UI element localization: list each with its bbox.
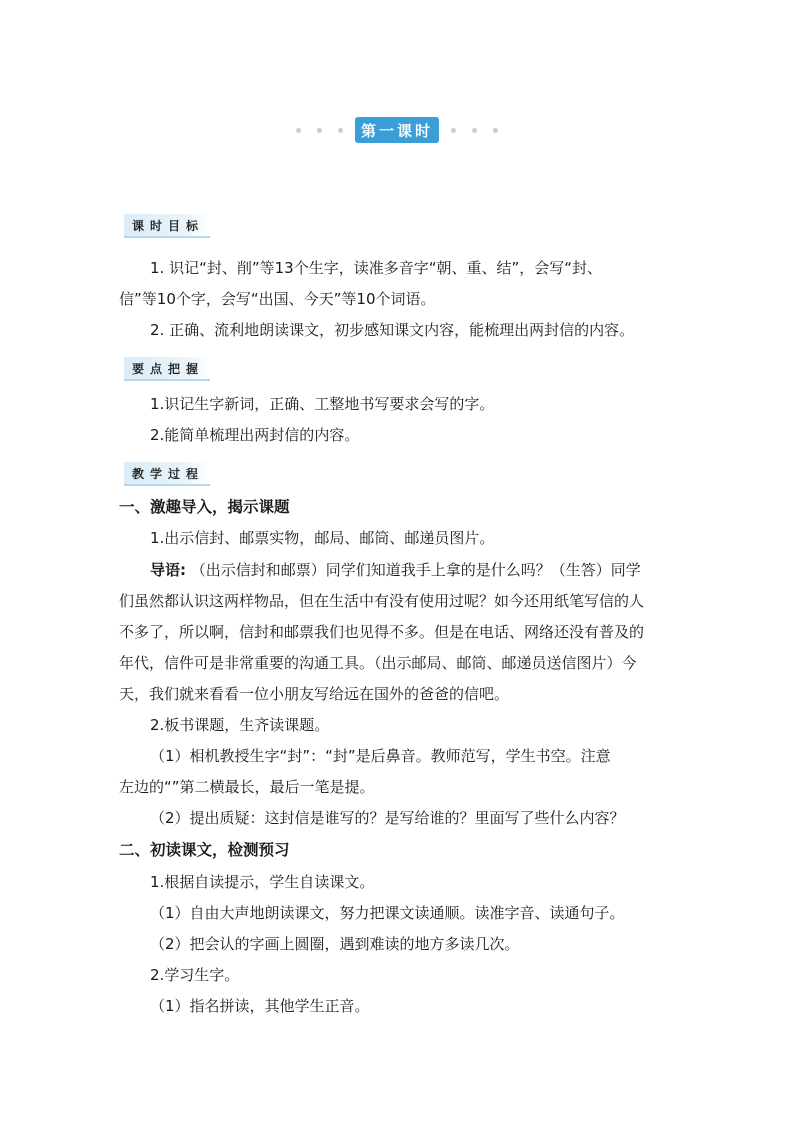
left-dots-decoration [296,128,343,133]
section-tag-process [124,462,210,486]
paragraph-line: 2.板书课题，生齐读课题。 [150,716,330,734]
paragraph-line: 1.根据自读提示，学生自读课文。 [150,873,375,891]
paragraph-line: （2）把会认的字画上圆圈，遇到难读的地方多读几次。 [150,935,520,953]
intro-line: 天，我们就来看看一位小朋友写给远在国外的爸爸的信吧。 [119,685,510,703]
section-tag-key-points-label: 要点把握 [132,362,205,376]
goal-line: 2. 正确、流利地朗读课文，初步感知课文内容，能梳理出两封信的内容。 [150,321,635,339]
paragraph-line: 2.学习生字。 [150,966,240,984]
section-tag-goals-label: 课时目标 [132,219,205,233]
paragraph-line: （1）自由大声地朗读课文，努力把课文读通顺。读准字音、读通句子。 [150,904,625,922]
intro-label: 导语: [150,561,186,579]
section-tag-key-points [124,357,210,381]
key-point-line: 2.能简单梳理出两封信的内容。 [150,426,360,444]
lesson-title: 第一课时 [360,121,433,140]
section-heading: 一、激趣导入，揭示课题 [119,498,290,516]
intro-line: 不多了，所以啊，信封和邮票我们也见得不多。但是在电话、网络还没有普及的 [119,623,645,641]
lesson-title-badge [355,117,439,143]
section-heading: 二、初读课文，检测预习 [119,841,290,859]
paragraph-line: 1.出示信封、邮票实物，邮局、邮筒、邮递员图片。 [150,529,495,547]
key-point-line: 1.识记生字新词，正确、工整地书写要求会写的字。 [150,395,495,413]
intro-line [150,560,641,580]
intro-text: （出示信封和邮票）同学们知道我手上拿的是什么吗？（生答）同学 [190,561,641,579]
lesson-banner [0,117,794,143]
section-tag-goals [124,214,210,238]
right-dots-decoration [451,128,498,133]
paragraph-line: （1）指名拼读，其他学生正音。 [150,997,370,1015]
goal-line: 1. 识记“封、削”等13个生字，读准多音字“朝、重、结”，会写“封、 [150,259,603,277]
goal-line: 信”等10个字，会写“出国、今天”等10个词语。 [119,290,436,308]
intro-line: 年代，信件可是非常重要的沟通工具。（出示邮局、邮筒、邮递员送信图片）今 [119,654,637,672]
paragraph-line: （1）相机教授生字“封”：“封”是后鼻音。教师范写，学生书空。注意 [150,747,611,765]
paragraph-line: （2）提出质疑：这封信是谁写的？是写给谁的？里面写了些什么内容？ [150,809,625,827]
paragraph-line: 左边的“”第二横最长，最后一笔是提。 [119,778,375,796]
section-tag-process-label: 教学过程 [132,467,205,481]
intro-line: 们虽然都认识这两样物品，但在生活中有没有使用过呢？如今还用纸笔写信的人 [119,592,645,610]
